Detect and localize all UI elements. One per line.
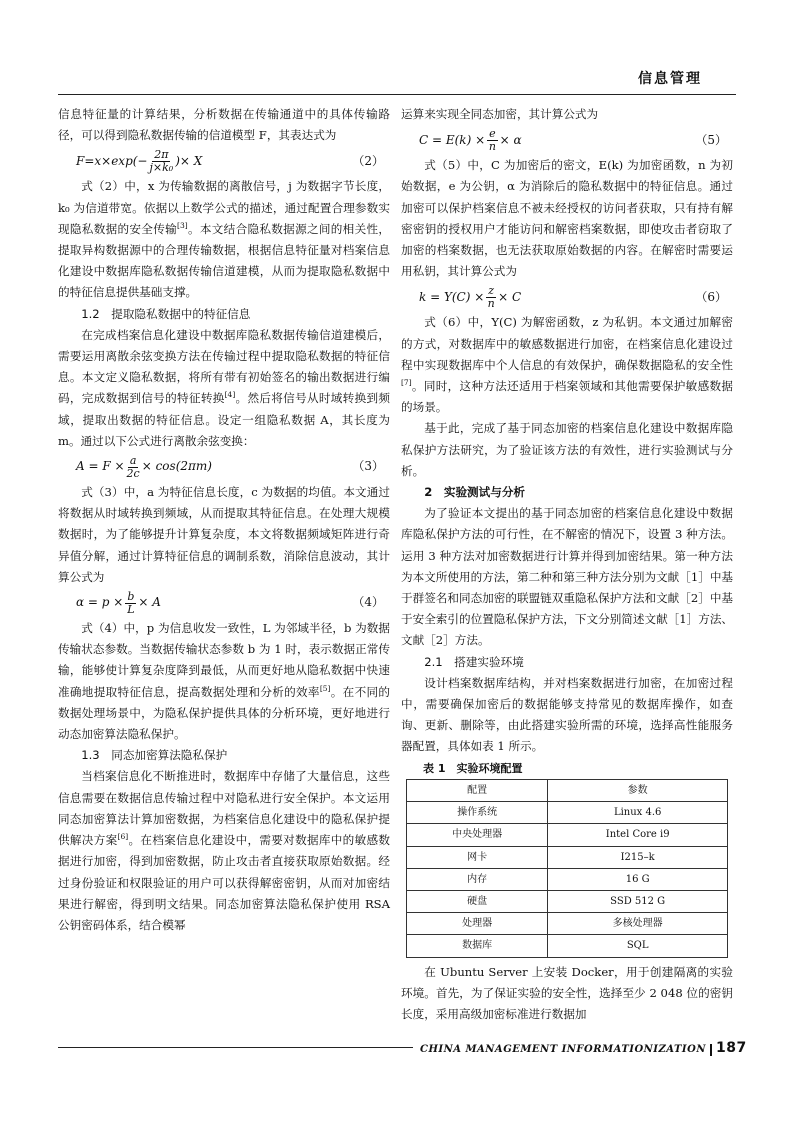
eq-denominator: 2c [126, 466, 140, 480]
paragraph [58, 618, 390, 745]
eq-denominator: n [488, 139, 496, 153]
citation: [3] [177, 220, 188, 230]
citation: [7] [401, 378, 412, 388]
eq-denominator: j×k₀ [149, 160, 174, 174]
section-heading-1-2: 1.2 提取隐私数据中的特征信息 [81, 306, 251, 321]
table-row [407, 913, 728, 935]
eq-fraction [125, 591, 136, 616]
text: 。同时，这种方法还适用于档案领域和其他需要保护敏感数据的场景。 [401, 379, 733, 415]
page-number: 187 [715, 1040, 747, 1056]
table-cell: Linux 4.6 [548, 802, 728, 824]
experiment-config-table [406, 779, 728, 958]
footer-divider [710, 1044, 712, 1056]
table-row [407, 802, 728, 824]
table-cell: 中央处理器 [407, 824, 548, 846]
table-cell: 16 G [548, 868, 728, 890]
table-cell: 硬盘 [407, 890, 548, 912]
text: 。本文结合隐私数据源之间的相关性，提取异构数据源中的合理传输数据，根据信息特征量对档案信息化建设中数据库隐私数据传输信道建模，从而为提取隐私数据中的特征信息提供基础支撑。 [58, 221, 390, 300]
section-heading-2: 2 实验测试与分析 [424, 485, 526, 500]
eq-numerator: z [488, 283, 495, 297]
paragraph: 运算来实现全同态加密，其计算公式为 [401, 107, 599, 121]
table-cell: I215–k [548, 846, 728, 868]
paragraph: 在 Ubuntu Server 上安装 Docker，用于创建隔离的实验环境。首先，为了保证实验的安全性，选择至少 2 048 位的密钥长度，采用高级加密标准进行数据加 [401, 964, 733, 1021]
table-header-cell: 配置 [407, 779, 548, 801]
eq-denominator: L [127, 602, 135, 616]
paragraph: 信息特征量的计算结果，分析数据在传输通道中的具体传输路径，可以得到隐私数据传输的信道模型 F，其表达式为 [58, 107, 390, 143]
citation: [6] [117, 832, 129, 842]
paragraph [401, 312, 733, 418]
eq-number: （4） [352, 595, 384, 610]
equation-3 [58, 452, 390, 482]
eq-lhs: α = p × [76, 595, 124, 610]
right-column [401, 104, 733, 1025]
paragraph [58, 766, 390, 936]
table-header-row [407, 779, 728, 801]
table-row [407, 890, 728, 912]
table-row [407, 824, 728, 846]
eq-rhs: × A [138, 595, 161, 610]
header-title: 信息管理 [638, 71, 702, 87]
text: 式（2）中，x 为传输数据的离散信号，j 为数据字节长度，k₀ 为信道带宽。依据以上数学公式的描述，通过配置合理参数实现隐私数据的安全传输 [58, 179, 390, 236]
eq-numerator: 2π [154, 147, 169, 161]
table-row [407, 868, 728, 890]
table-cell: 内存 [407, 868, 548, 890]
table-caption: 表 1 实验环境配置 [423, 761, 523, 775]
eq-rhs: × cos(2πm) [141, 459, 212, 474]
paragraph [58, 325, 390, 452]
paragraph [58, 176, 390, 303]
eq-denominator: n [487, 296, 495, 310]
eq-numerator: a [129, 453, 137, 467]
eq-rhs: × α [499, 132, 522, 147]
section-heading-1-3: 1.3 同态加密算法隐私保护 [81, 748, 228, 763]
citation: [5] [319, 683, 331, 693]
text: 当档案信息化不断推进时，数据库中存储了大量信息，这些信息需要在数据信息传输过程中对隐私进行安全保护。本文运用同态加密算法计算加密数据，为档案信息化建设中的隐私保护提供解决方案 [58, 769, 390, 848]
table-row [407, 935, 728, 957]
eq-numerator: e [489, 126, 496, 140]
equation-5 [401, 125, 733, 155]
paragraph: 设计档案数据库结构，并对档案数据进行加密，在加密过程中，需要确保加密后的数据能够支持常见的数据库操作，如查询、更新、删除等，由此搭建实验所需的环境，选择高性能服务器配置，具体如表 1 所示。 [401, 675, 733, 754]
table-cell: Intel Core i9 [548, 824, 728, 846]
eq-number: （3） [352, 459, 384, 474]
eq-lhs: C = E(k) × [419, 132, 486, 147]
header-rule [58, 94, 736, 95]
section-heading-2-1: 2.1 搭建实验环境 [424, 654, 524, 669]
table-header-cell: 参数 [548, 779, 728, 801]
table-cell: 多核处理器 [548, 913, 728, 935]
footer-rule [58, 1047, 413, 1048]
text: 。在不同的数据处理场景中，为隐私保护提供具体的分析环境，更好地进行动态加密算法隐私保护。 [58, 684, 390, 742]
eq-rhs: × C [498, 289, 522, 304]
paragraph: 基于此，完成了基于同态加密的档案信息化建设中数据库隐私保护方法研究，为了验证该方法的有效性，进行实验测试与分析。 [401, 421, 733, 478]
table-cell: SSD 512 G [548, 890, 728, 912]
footer [420, 1040, 747, 1056]
table-cell: 处理器 [407, 913, 548, 935]
eq-lhs: F=x×exp(− [76, 153, 148, 168]
eq-number: （2） [352, 153, 384, 168]
equation-4 [58, 588, 390, 618]
paragraph: 式（5）中，C 为加密后的密文，E(k) 为加密函数，n 为初始数据，e 为公钥，α 为消除后的隐私数据中的特征信息。通过加密可以保护档案信息不被未经授权的访问者获取，只有持有解密密钥的授权用户才能访问和解密档案数据，即使攻击者窃取了加密的档案数据，也无法获取原始数据的内容。在解密时需要运用私钥，其计算公式为 [401, 158, 733, 279]
text: 式（4）中，p 为信息收发一致性，L 为邻域半径，b 为数据传输状态参数。当数据传输状态参数 b 为 1 时，表示数据正常传输，能够使计算复杂度降到最低，从而更好地从隐私数据中快速准确地提取特征信息，提高数据处理和分析的效率 [58, 621, 390, 699]
table-row [407, 846, 728, 868]
journal-name: CHINA MANAGEMENT INFORMATIONIZATION [420, 1044, 706, 1055]
citation: [4] [224, 390, 236, 400]
equation-2 [58, 146, 390, 176]
eq-fraction [127, 455, 140, 480]
eq-fraction [150, 149, 174, 174]
table-cell: 操作系统 [407, 802, 548, 824]
table-cell: 网卡 [407, 846, 548, 868]
eq-lhs: k = Y(C) × [419, 289, 485, 304]
paragraph: 为了验证本文提出的基于同态加密的档案信息化建设中数据库隐私保护方法的可行性，在不解密的情况下，设置 3 种方法。运用 3 种方法对加密数据进行计算并得到加密结果。第一种方法为本文所使用的方法，第二种和第三种方法分别为文献［1］中基于群签名和同态加密的联盟链双重隐私保护方法和文献［2］中基于安全索引的位置隐私保护方法，下文分别简述文献［1］方法、文献［2］方法。 [401, 506, 734, 648]
left-column [58, 104, 390, 936]
eq-numerator: b [127, 589, 135, 603]
paragraph: 式（3）中，a 为特征信息长度，c 为数据的均值。本文通过将数据从时域转换到频域，从而提取其特征信息。在处理大规模数据时，为了能够提升计算复杂度，本文将数据频域矩阵进行奇异值分解，通过计算特征信息的调制系数，消除信息波动，其计算公式为 [58, 485, 390, 584]
equation-6 [401, 282, 733, 312]
table-cell: SQL [548, 935, 728, 957]
table-cell: 数据库 [407, 935, 548, 957]
text: 式（6）中，Y(C) 为解密函数，z 为私钥。本文通过加解密的方式，对数据库中的敏感数据进行加密，在档案信息化建设过程中实现数据库中个人信息的有效保护，确保数据隐私的安全性 [401, 315, 733, 372]
text: 。在档案信息化建设中，需要对数据库中的敏感数据进行加密，得到加密数据，防止攻击者直接获取原始数据。经过身份验证和权限验证的用户可以获得解密密钥，从而对加密结果进行解密，得到明文结果。同态加密算法隐私保护使用 RSA 公钥密码体系，结合模幂 [58, 833, 390, 932]
eq-number: （6） [695, 289, 727, 304]
eq-number: （5） [695, 132, 727, 147]
text: 。然后将信号从时域转换到频域，提取出数据的特征信息。设定一组隐私数据 A，其长度为 m。通过以下公式进行离散余弦变换： [58, 391, 390, 448]
text: 在完成档案信息化建设中数据库隐私数据传输信道建模后，需要运用离散余弦变换方法在传输过程中提取隐私数据的特征信息。本文定义隐私数据，将所有带有初始签名的输出数据进行编码，完成数据到信号的特征转换 [58, 327, 390, 406]
eq-fraction [487, 128, 498, 153]
eq-lhs: A = F × [76, 459, 125, 474]
eq-fraction [486, 285, 496, 310]
eq-rhs: )× X [175, 153, 203, 168]
